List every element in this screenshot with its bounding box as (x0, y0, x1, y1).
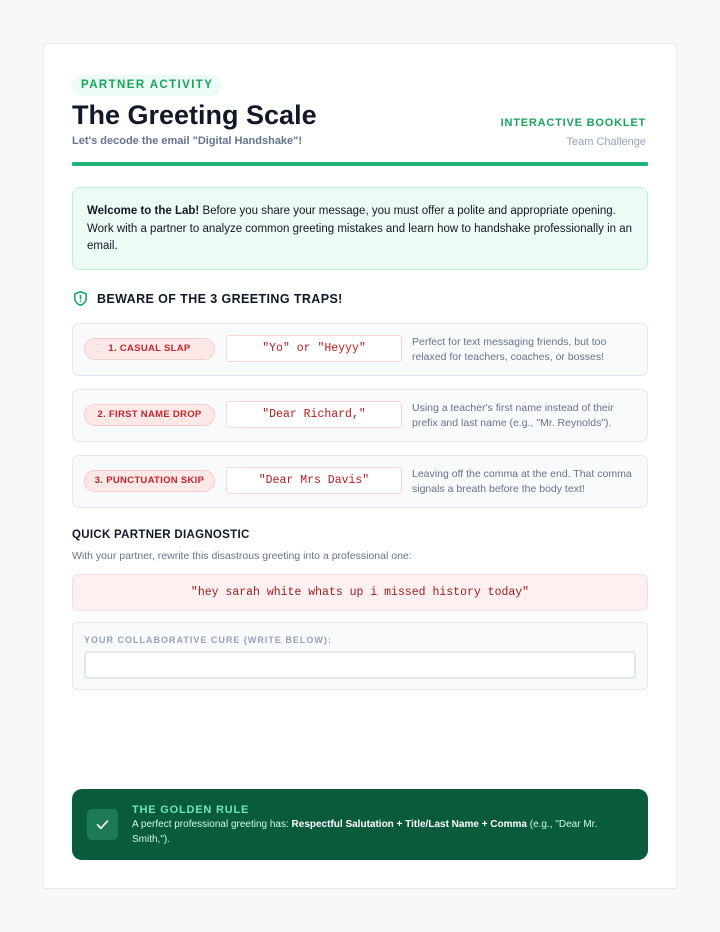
cure-input[interactable] (84, 651, 636, 679)
cure-panel (72, 622, 648, 690)
trap-description: Using a teacher's first name instead of their prefix and last name (e.g., "Mr. Reynolds"). (412, 402, 614, 429)
trap-tag: 1. CASUAL SLAP (84, 338, 215, 360)
header-divider (72, 162, 648, 166)
trap-example: "Yo" or "Heyyy" (226, 335, 402, 362)
booklet-label: INTERACTIVE BOOKLET (500, 117, 646, 129)
welcome-lead: Welcome to the Lab! (87, 205, 200, 217)
welcome-callout (72, 187, 648, 270)
shield-alert-icon (72, 290, 89, 307)
diagnostic-instruction: With your partner, rewrite this disastrous greeting into a professional one: (72, 550, 412, 562)
page-subtitle: Let's decode the email "Digital Handshake"! (72, 135, 303, 147)
golden-rule-text-after: (e.g., "Dear Mr. Smith,"). (132, 819, 598, 845)
traps-heading (72, 290, 343, 307)
golden-rule-banner (72, 789, 648, 860)
trap-card-punctuation-skip (72, 455, 648, 508)
golden-rule-formula: Respectful Salutation + Title/Last Name + Comma (291, 819, 527, 830)
bad-greeting-example: "hey sarah white whats up i missed history today" (72, 574, 648, 611)
trap-description: Leaving off the comma at the end. That comma signals a breath before the body text! (412, 468, 632, 495)
golden-rule-text (132, 818, 622, 847)
booklet-page (43, 43, 677, 889)
trap-card-casual-slap (72, 323, 648, 376)
trap-description: Perfect for text messaging friends, but too relaxed for teachers, coaches, or bosses! (412, 336, 607, 363)
golden-rule-text-before: A perfect professional greeting has: (132, 819, 292, 830)
activity-badge: PARTNER ACTIVITY (72, 75, 222, 96)
traps-heading-label: BEWARE OF THE 3 GREETING TRAPS! (97, 291, 343, 306)
welcome-body: Before you share your message, you must offer a polite and appropriate opening. Work with a partner to analyze common greeting mistakes and learn how to handshake professionally in an email. (87, 205, 633, 252)
check-icon-box (87, 809, 118, 840)
team-label: Team Challenge (566, 136, 646, 148)
trap-example: "Dear Richard," (226, 401, 402, 428)
check-icon (95, 817, 110, 832)
trap-example: "Dear Mrs Davis" (226, 467, 402, 494)
trap-tag: 2. FIRST NAME DROP (84, 404, 215, 426)
golden-rule-title: THE GOLDEN RULE (132, 804, 250, 816)
diagnostic-heading: QUICK PARTNER DIAGNOSTIC (72, 529, 250, 541)
page-title: The Greeting Scale (72, 100, 317, 130)
trap-card-first-name-drop (72, 389, 648, 442)
trap-tag: 3. PUNCTUATION SKIP (84, 470, 215, 492)
cure-label: YOUR COLLABORATIVE CURE (WRITE BELOW): (84, 635, 332, 645)
